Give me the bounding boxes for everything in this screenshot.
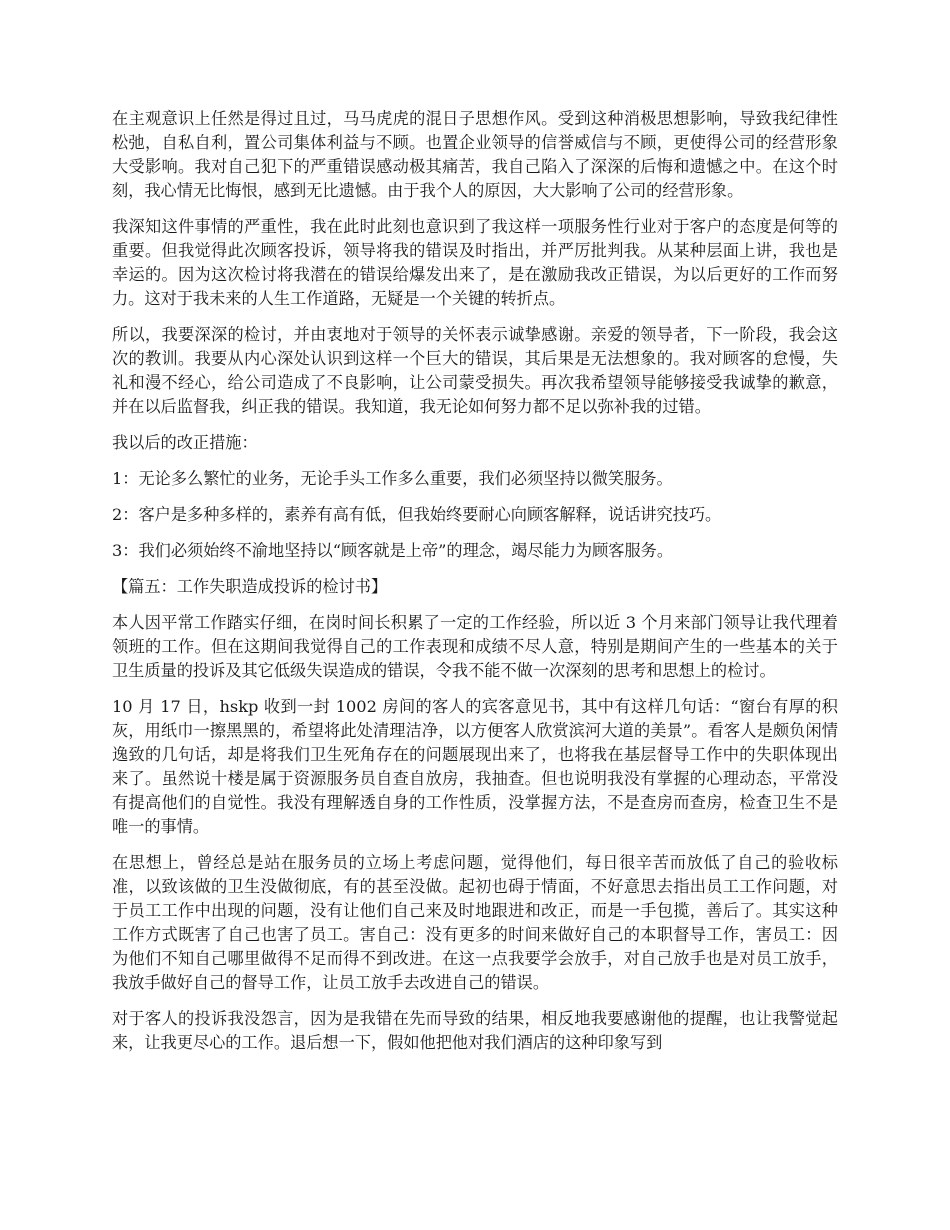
section-heading: 【篇五：工作失职造成投诉的检讨书】 — [112, 577, 388, 596]
list-item: 3：我们必须始终不渝地坚持以“顾客就是上帝”的理念，竭尽能力为顾客服务。 — [112, 541, 674, 560]
body-paragraph: 我深知这件事情的严重性，我在此时此刻也意识到了我这样一项服务性行业对于客户的态度是何等的重要。但我觉得此次顾客投诉，领导将我的错误及时指出，并严厉批判我。从某种层面上讲，我也是幸运的。因为这次检讨将我潜在的错误给爆发出来了，是在激励我改正错误，为以后更好的工作而努力。这对于我未来的人生工作道路，无疑是一个关键的转折点。 — [112, 217, 838, 308]
list-item: 1：无论多么繁忙的业务，无论手头工作多么重要，我们必须坚持以微笑服务。 — [112, 469, 673, 488]
body-paragraph: 所以，我要深深的检讨，并由衷地对于领导的关怀表示诚挚感谢。亲爱的领导者，下一阶段，我会这次的教训。我要从内心深处认识到这样一个巨大的错误，其后果是无法想象的。我对顾客的怠慢，失礼和漫不经心，给公司造成了不良影响，让公司蒙受损失。再次我希望领导能够接受我诚挚的歉意，并在以后监督我，纠正我的错误。我知道，我无论如何努力都不足以弥补我的过错。 — [112, 325, 838, 416]
list-item: 2：客户是多种多样的，素养有高有低，但我始终要耐心向顾客解释，说话讲究技巧。 — [112, 505, 722, 524]
body-paragraph: 10 月 17 日，hskp 收到一封 1002 房间的客人的宾客意见书，其中有这样几句话：“窗台有厚的积灰，用纸巾一擦黑黑的，希望将此处清理洁净，以方便客人欣赏滨河大道的美景”。看客人是颇负闲情逸致的几句话，却是将我们卫生死角存在的问题展现出来了，也将我在基层督导工作中的失职体现出来了。虽然说十楼是属于资源服务员自查自放房，我抽查。但也说明我没有掌握的心理动态，平常没有提高他们的自觉性。我没有理解透自身的工作性质，没掌握方法，不是查房而查房，检查卫生不是唯一的事情。 — [112, 697, 838, 836]
body-paragraph: 在主观意识上任然是得过且过，马马虎虎的混日子思想作风。受到这种消极思想影响，导致我纪律性松弛，自私自利，置公司集体利益与不顾。也置企业领导的信誉威信与不顾，更使得公司的经营形象大受影响。我对自己犯下的严重错误感动极其痛苦，我自己陷入了深深的后悔和遗憾之中。在这个时刻，我心情无比悔恨，感到无比遗憾。由于我个人的原因，大大影响了公司的经营形象。 — [112, 109, 838, 200]
body-paragraph: 在思想上，曾经总是站在服务员的立场上考虑问题，觉得他们，每日很辛苦而放低了自己的验收标准，以致该做的卫生没做彻底，有的甚至没做。起初也碍于情面，不好意思去指出员工工作问题，对于员工工作中出现的问题，没有让他们自己来及时地跟进和改正，而是一手包揽，善后了。其实这种工作方式既害了自己也害了员工。害自己：没有更多的时间来做好自己的本职督导工作，害员工：因为他们不知自己哪里做得不足而得不到改进。在这一点我要学会放手，对自己放手也是对员工放手，我放手做好自己的督导工作，让员工放手去改进自己的错误。 — [112, 853, 838, 992]
section-lead: 我以后的改正措施： — [112, 433, 258, 452]
body-paragraph: 对于客人的投诉我没怨言，因为是我错在先而导致的结果，相反地我要感谢他的提醒，也让我警觉起来，让我更尽心的工作。退后想一下，假如他把他对我们酒店的这种印象写到 — [112, 1009, 838, 1052]
body-paragraph: 本人因平常工作踏实仔细，在岗时间长积累了一定的工作经验，所以近 3 个月来部门领导让我代理着领班的工作。但在这期间我觉得自己的工作表现和成绩不尽人意，特别是期间产生的一些基本的关于卫生质量的投诉及其它低级失误造成的错误，令我不能不做一次深刻的思考和思想上的检讨。 — [112, 613, 838, 680]
